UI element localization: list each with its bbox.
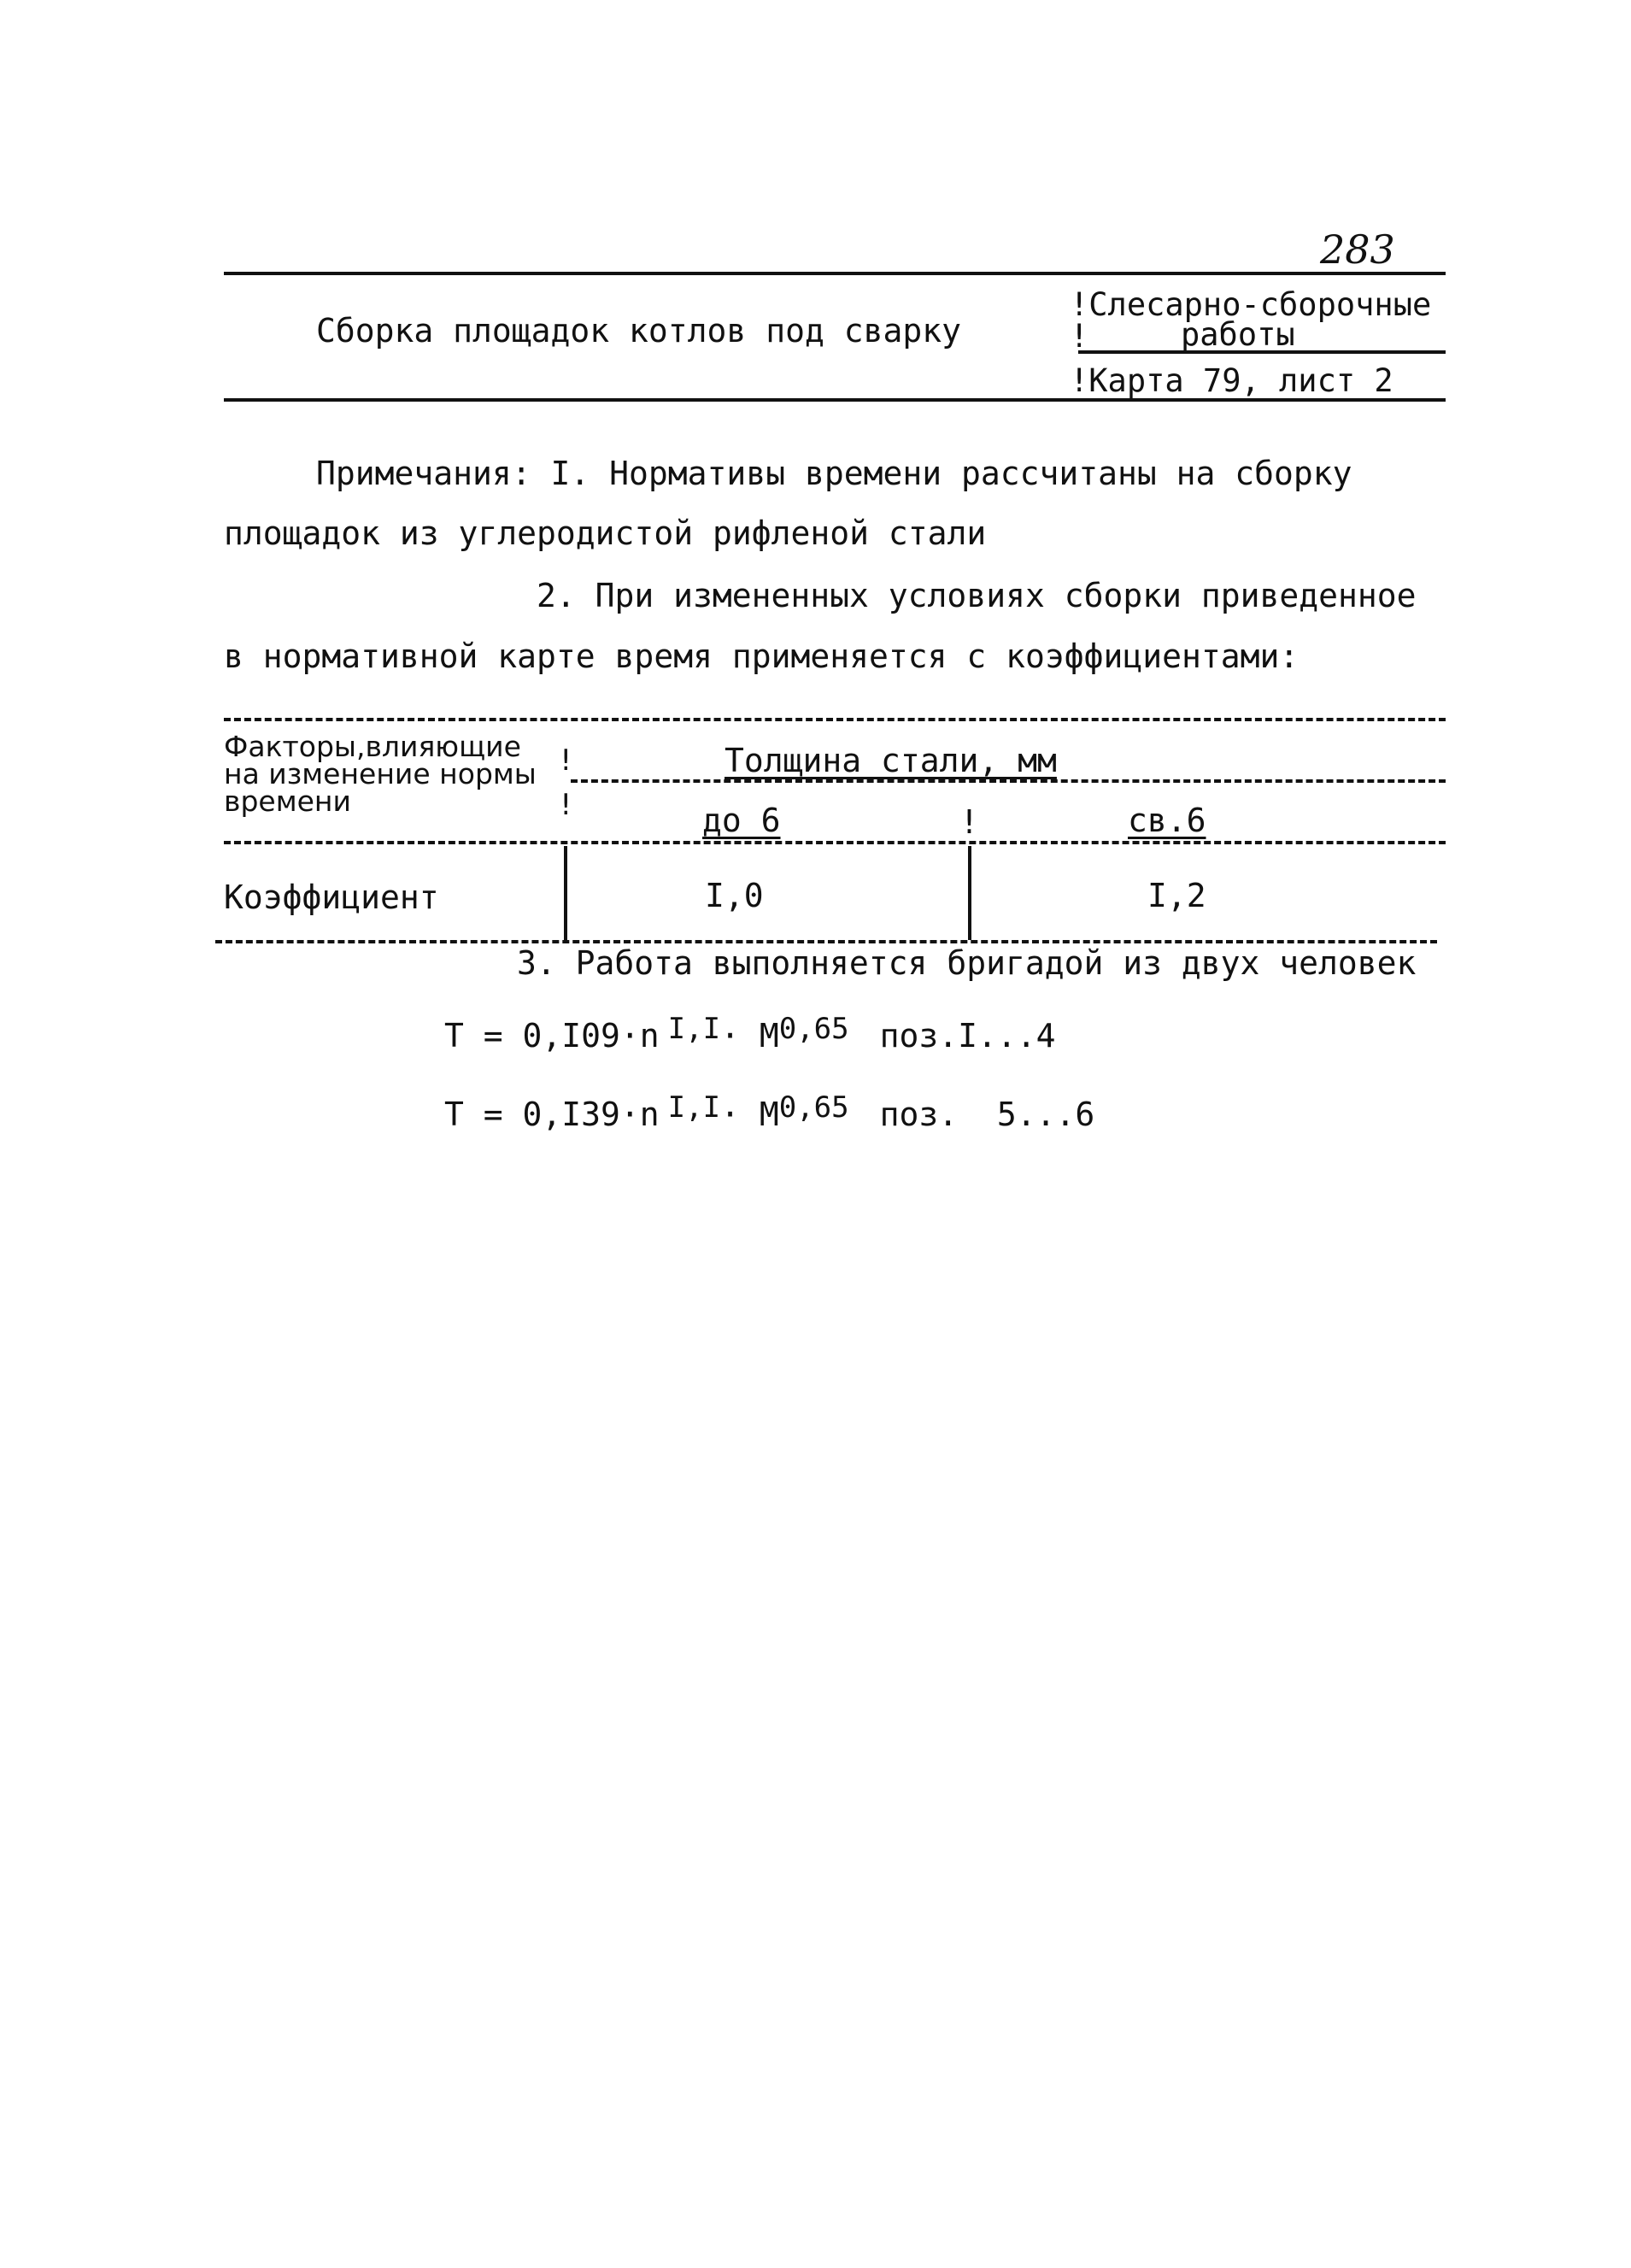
formula-2-exponent-1: I,I — [667, 1090, 721, 1125]
factor-header-line-1: Факторы,влияющие — [224, 730, 521, 763]
document-title: Сборка площадок котлов под сварку — [316, 312, 961, 350]
work-category-line2: работы — [1181, 316, 1295, 353]
formula-1-mid: · M — [720, 1017, 779, 1055]
note-2-line-2: в нормативной карте время применяется с коэффициентами: — [224, 638, 1300, 675]
thickness-underline — [571, 779, 1446, 783]
note-3: 3. Работа выполняется бригадой из двух человек — [517, 944, 1417, 982]
table-column-divider-1 — [564, 846, 567, 940]
table-header-rule — [224, 841, 1446, 844]
formula-1 — [444, 1012, 1056, 1055]
header-separator-bang-1: ! — [557, 743, 575, 778]
table-bottom-rule — [215, 940, 1437, 943]
factor-header-line-2: на изменение нормы — [224, 757, 537, 790]
formula-2-positions: поз. 5...6 — [879, 1096, 1095, 1133]
card-reference: !Карта 79, лист 2 — [1070, 362, 1393, 399]
note-1-line-1: Примечания: I. Нормативы времени рассчитаны на сборку — [316, 455, 1352, 492]
note-1-line-2: площадок из углеродистой рифленой стали — [224, 514, 987, 552]
formula-1-exponent-1: I,I — [667, 1012, 721, 1046]
header-bottom-rule — [224, 398, 1446, 402]
column-header-up-to-6: до 6 — [702, 802, 781, 839]
thickness-header: Толщина стали, мм — [725, 742, 1057, 779]
row-label-coefficient: Коэффициент — [224, 878, 439, 916]
formula-2-mid: · M — [720, 1096, 779, 1133]
note-2-line-1: 2. При измененных условиях сборки приведенное — [537, 577, 1417, 614]
coefficient-up-to-6: I,0 — [705, 877, 764, 914]
column-separator-bang: ! — [959, 803, 979, 841]
formula-2-lhs: Т = 0,I39·n — [444, 1096, 660, 1133]
page-number: 283 — [1320, 226, 1395, 273]
header-separator-bang-2: ! — [557, 788, 575, 822]
table-column-divider-2 — [968, 846, 971, 940]
header-mid-rule — [1078, 350, 1446, 354]
formula-1-positions: поз.I...4 — [879, 1017, 1056, 1055]
column-header-over-6: св.6 — [1128, 802, 1206, 839]
formula-2-exponent-2: 0,65 — [778, 1090, 849, 1125]
factor-header — [224, 730, 537, 818]
formula-1-lhs: Т = 0,I09·n — [444, 1017, 660, 1055]
formula-2 — [444, 1090, 1095, 1133]
table-top-rule — [224, 718, 1446, 721]
coefficient-over-6: I,2 — [1147, 877, 1206, 914]
header-top-rule — [224, 272, 1446, 275]
work-category-bang: ! — [1070, 318, 1089, 355]
work-category-line1: !Слесарно-сборочные — [1070, 286, 1432, 323]
formula-1-exponent-2: 0,65 — [778, 1012, 849, 1046]
factor-header-line-3: времени — [224, 784, 351, 818]
